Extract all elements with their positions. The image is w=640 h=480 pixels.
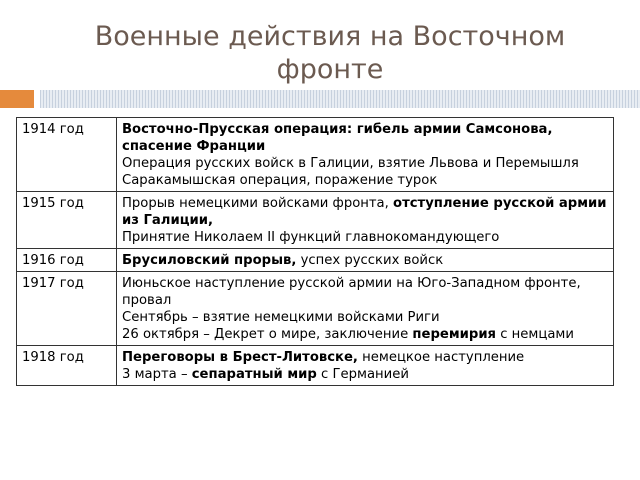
event-line	[122, 309, 609, 326]
table-row	[17, 192, 614, 249]
event-text: Сентябрь – взятие немецкими войсками Риги	[122, 310, 440, 325]
event-line	[122, 349, 609, 366]
event-text: Саракамышская операция, поражение турок	[122, 173, 438, 188]
orange-accent-block	[0, 90, 34, 108]
year-cell: 1914 год	[17, 118, 117, 192]
event-text: успех русских войск	[296, 253, 444, 268]
events-cell	[117, 118, 614, 192]
event-text: с немцами	[496, 327, 574, 342]
event-line	[122, 229, 609, 246]
year-cell: 1917 год	[17, 272, 117, 346]
event-text-bold: перемирия	[412, 327, 497, 342]
table-row	[17, 272, 614, 346]
year-cell: 1918 год	[17, 346, 117, 386]
event-text-bold: Восточно-Прусская операция: гибель армии Самсонова, спасение Франции	[122, 122, 553, 154]
event-text: 26 октября – Декрет о мире, заключение	[122, 327, 413, 342]
event-line	[122, 275, 609, 309]
event-line	[122, 195, 609, 229]
event-line	[122, 366, 609, 383]
event-text: с Германией	[316, 367, 409, 382]
table-row	[17, 249, 614, 272]
year-cell: 1915 год	[17, 192, 117, 249]
event-text: Принятие Николаем II функций главнокомандующего	[122, 230, 500, 245]
event-text-bold: Брусиловский прорыв,	[122, 253, 297, 268]
page-title: Военные действия на Восточном фронте	[94, 21, 566, 85]
events-table	[16, 117, 614, 386]
event-text-bold: сепаратный мир	[191, 367, 317, 382]
event-line	[122, 252, 609, 269]
event-text: Июньское наступление русской армии на Юго-Западном фронте, провал	[122, 276, 581, 308]
table-row	[17, 118, 614, 192]
decorative-header-bar	[0, 90, 640, 108]
event-line	[122, 121, 609, 155]
events-cell	[117, 249, 614, 272]
events-cell	[117, 272, 614, 346]
year-cell: 1916 год	[17, 249, 117, 272]
striped-divider	[40, 90, 640, 108]
table-row	[17, 346, 614, 386]
event-text-bold: Переговоры в Брест-Литовске,	[122, 350, 358, 365]
event-line	[122, 172, 609, 189]
events-cell	[117, 346, 614, 386]
events-cell	[117, 192, 614, 249]
event-text: 3 марта –	[122, 367, 192, 382]
event-line	[122, 326, 609, 343]
event-text: немецкое наступление	[357, 350, 525, 365]
event-text-bold: отступление русской армии из Галиции,	[122, 196, 607, 228]
event-text: Прорыв немецкими войсками фронта,	[122, 196, 394, 211]
event-line	[122, 155, 609, 172]
event-text: Операция русских войск в Галиции, взятие Львова и Перемышля	[122, 156, 579, 171]
